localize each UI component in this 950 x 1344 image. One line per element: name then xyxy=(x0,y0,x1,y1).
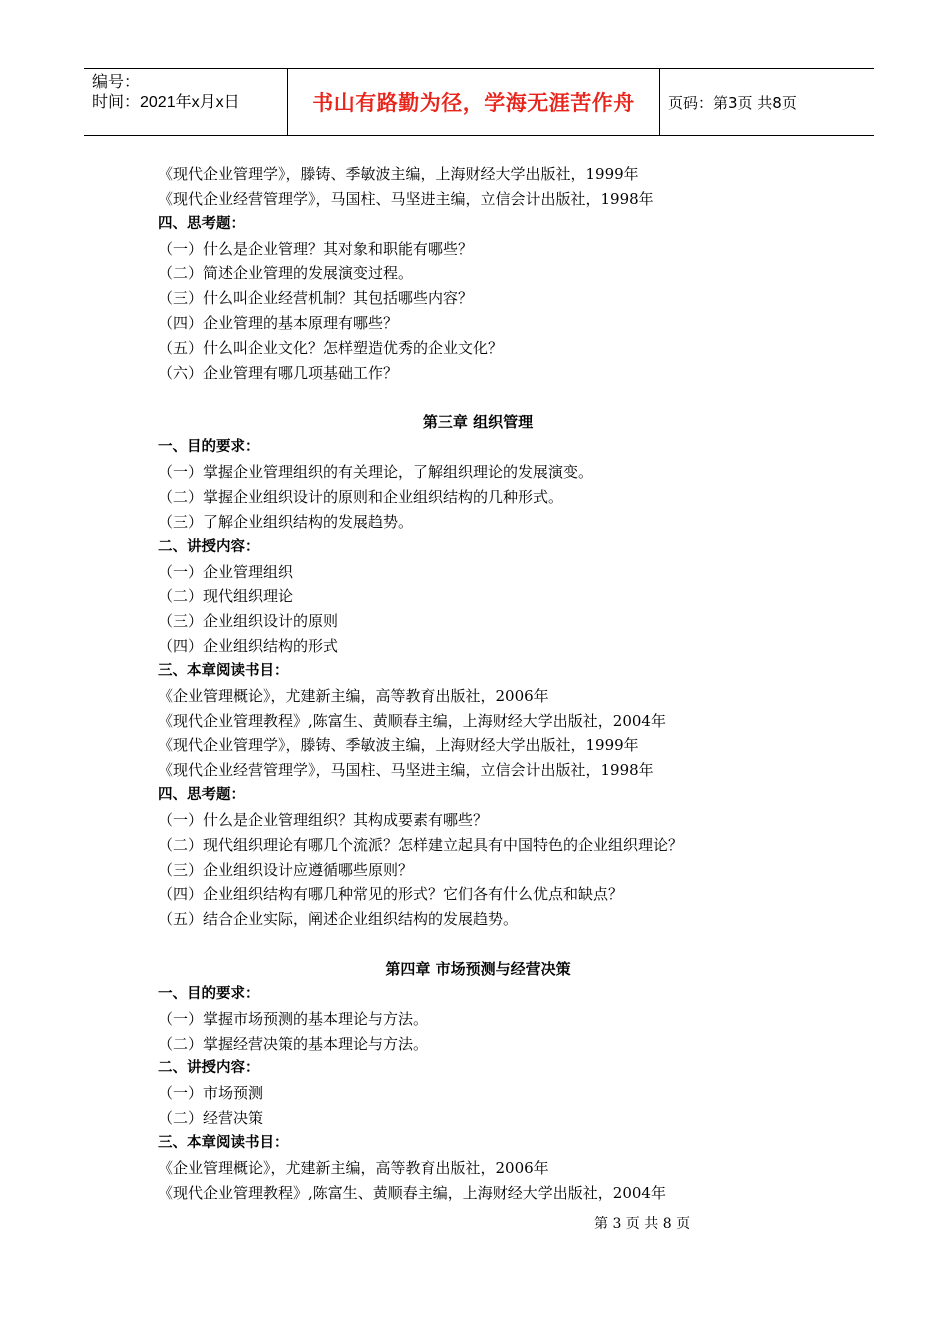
text-line: （二）掌握企业组织设计的原则和企业组织结构的几种形式。 xyxy=(158,487,564,506)
header-page-number: 页码：第3页 共8页 xyxy=(668,93,797,112)
chapter-title: 第三章 组织管理 xyxy=(422,413,534,432)
blank-line xyxy=(158,386,878,411)
section-heading: 一、目的要求： xyxy=(158,985,260,1002)
text-line: （一）什么是企业管理？其对象和职能有哪些？ xyxy=(158,239,474,258)
text-line: 《现代企业管理学》，滕铸、季敏波主编，上海财经大学出版社，1999年 xyxy=(158,165,639,183)
text-line: 《企业管理概论》，尤建新主编，高等教育出版社，2006年 xyxy=(158,686,549,705)
header-meta xyxy=(92,73,288,131)
section-heading: 四、思考题： xyxy=(158,787,245,804)
text-line: （五）什么叫企业文化？怎样塑造优秀的企业文化？ xyxy=(158,338,504,357)
text-line: （二）简述企业管理的发展演变过程。 xyxy=(158,264,414,283)
header-motto: 书山有路勤为径，学海无涯苦作舟 xyxy=(312,91,635,115)
text-line: （二）现代组织理论 xyxy=(158,587,294,606)
text-line: 《现代企业管理教程》,陈富生、黄顺春主编，上海财经大学出版社，2004年 xyxy=(158,711,666,730)
section-heading: 三、本章阅读书目： xyxy=(158,1134,289,1151)
text-line: 《现代企业管理学》，滕铸、季敏波主编，上海财经大学出版社，1999年 xyxy=(158,736,639,755)
text-line: （四）企业管理的基本原理有哪些？ xyxy=(158,314,399,333)
text-line: （六）企业管理有哪几项基础工作？ xyxy=(158,363,399,382)
text-line: （一）掌握市场预测的基本理论与方法。 xyxy=(158,1009,429,1028)
section-heading: 三、本章阅读书目： xyxy=(158,662,289,679)
section-heading: 四、思考题： xyxy=(158,215,245,232)
text-line: （一）企业管理组织 xyxy=(158,562,294,581)
page-footer: 第 3 页 共 8 页 xyxy=(594,1216,691,1232)
document-body xyxy=(158,162,878,1205)
blank-line xyxy=(158,932,878,957)
section-heading: 一、目的要求： xyxy=(158,439,260,456)
text-line: （三）企业组织设计应遵循哪些原则？ xyxy=(158,860,414,879)
text-line: （一）掌握企业管理组织的有关理论，了解组织理论的发展演变。 xyxy=(158,463,594,482)
text-line: （二）掌握经营决策的基本理论与方法。 xyxy=(158,1034,429,1053)
text-line: 《现代企业经营管理学》，马国柱、马坚进主编，立信会计出版社，1998年 xyxy=(158,761,654,780)
text-line: （一）市场预测 xyxy=(158,1084,264,1103)
text-line: 《现代企业管理教程》,陈富生、黄顺春主编，上海财经大学出版社，2004年 xyxy=(158,1183,666,1202)
text-line: （四）企业组织结构的形式 xyxy=(158,637,339,656)
page-header xyxy=(84,68,874,136)
header-divider-right xyxy=(659,69,660,135)
section-heading: 二、讲授内容： xyxy=(158,1060,260,1077)
text-line: （三）什么叫企业经营机制？其包括哪些内容？ xyxy=(158,289,474,308)
document-number: 编号： xyxy=(92,74,141,91)
text-line: （一）什么是企业管理组织？其构成要素有哪些？ xyxy=(158,810,489,829)
text-line: （五）结合企业实际，阐述企业组织结构的发展趋势。 xyxy=(158,910,519,929)
text-line: （三）了解企业组织结构的发展趋势。 xyxy=(158,512,414,531)
section-heading: 二、讲授内容： xyxy=(158,538,260,555)
text-line: 《现代企业经营管理学》，马国柱、马坚进主编，立信会计出版社，1998年 xyxy=(158,189,654,208)
document-time: 时间：2021年x月x日 xyxy=(92,94,240,111)
text-line: （二）经营决策 xyxy=(158,1109,264,1128)
chapter-title: 第四章 市场预测与经营决策 xyxy=(385,960,571,978)
text-line: 《企业管理概论》，尤建新主编，高等教育出版社，2006年 xyxy=(158,1158,549,1177)
text-line: （二）现代组织理论有哪几个流派？怎样建立起具有中国特色的企业组织理论？ xyxy=(158,835,684,854)
text-line: （三）企业组织设计的原则 xyxy=(158,612,339,631)
text-line: （四）企业组织结构有哪几种常见的形式？它们各有什么优点和缺点？ xyxy=(158,885,624,904)
